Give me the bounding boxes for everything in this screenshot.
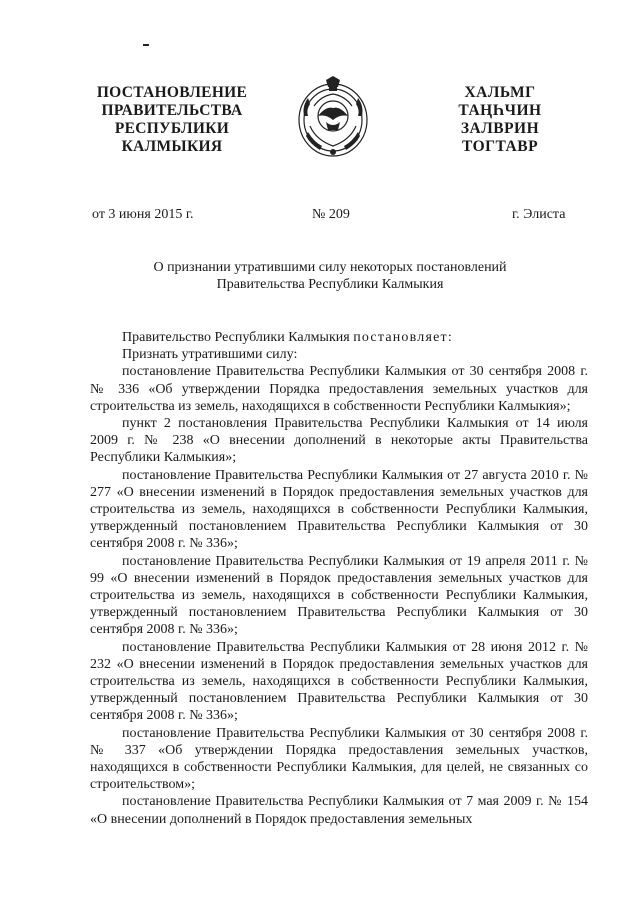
- header-russian-line: РЕСПУБЛИКИ: [114, 120, 230, 137]
- document-city: г. Элиста: [512, 207, 566, 222]
- document-body: [90, 329, 588, 828]
- header-kalmyk-line: ТАҢҺЧИН: [458, 102, 542, 119]
- header-russian-line: КАЛМЫКИЯ: [121, 138, 223, 155]
- body-paragraph: постановление Правительства Республики Калмыкия от 30 сентября 2008 г. № 337 «Об утверждении Порядка предоставления земельных участков, находящихся в собственности Республики Калмыкия, для целей, не связанных со строительством»;: [90, 725, 588, 793]
- document-title-line: Правительства Республики Калмыкия: [216, 277, 444, 292]
- header-russian-line: ПРАВИТЕЛЬСТВА: [101, 102, 243, 119]
- document-title-line: О признании утратившими силу некоторых постановлений: [153, 260, 507, 275]
- header-kalmyk-line: ЗАЛВРИН: [460, 120, 540, 137]
- body-paragraph: постановление Правительства Республики Калмыкия от 30 сентября 2008 г. № 336 «Об утверждении Порядка предоставления земельных участков для строительства из земель, находящихся в собственности Республики Калмыкия»;: [90, 364, 588, 414]
- header-russian-line: ПОСТАНОВЛЕНИЕ: [96, 84, 248, 101]
- intro-decree-word: постановляет:: [353, 330, 453, 345]
- body-paragraph: постановление Правительства Республики Калмыкия от 27 августа 2010 г. № 277 «О внесении изменений в Порядок предоставления земельных участков для строительства из земель, находящихся в собственности Республики Калмыкия, утвержденный постановлением Правительства Республики Калмыкия от 30 сентября 2008 г. № 336»;: [90, 467, 588, 552]
- scan-mark: [143, 44, 149, 46]
- body-paragraph: постановление Правительства Республики Калмыкия от 19 апреля 2011 г. № 99 «О внесении изменений в Порядок предоставления земельных участков для строительства из земель, находящихся в собственности Республики Калмыкия, утвержденный постановлением Правительства Республики Калмыкия от 30 сентября 2008 г. № 336»;: [90, 553, 588, 638]
- intro-paragraph: [90, 329, 588, 346]
- header-russian: [92, 84, 252, 156]
- header-kalmyk-line: ТОГТАВР: [461, 138, 539, 155]
- document-date: от 3 июня 2015 г.: [92, 207, 194, 222]
- document-title: [100, 259, 560, 293]
- header-kalmyk-line: ХАЛЬМГ: [464, 84, 536, 101]
- document-number: № 209: [312, 207, 350, 222]
- body-paragraph: постановление Правительства Республики Калмыкия от 28 июня 2012 г. № 232 «О внесении изменений в Порядок предоставления земельных участков для строительства из земель, находящихся в собственности Республики Калмыкия, утвержденный постановлением Правительства Республики Калмыкия от 30 сентября 2008 г. № 336»;: [90, 639, 588, 724]
- body-paragraph: постановление Правительства Республики Калмыкия от 7 мая 2009 г. № 154 «О внесении дополнений в Порядок предоставления земельных: [90, 794, 588, 827]
- body-paragraph: Признать утратившими силу:: [122, 347, 298, 363]
- coat-of-arms-icon: [296, 76, 370, 158]
- intro-subject: Правительство Республики Калмыкия: [122, 330, 350, 345]
- body-paragraph: пункт 2 постановления Правительства Республики Калмыкия от 14 июля 2009 г. № 238 «О внесении дополнений в некоторые акты Правительства Республики Калмыкия»;: [90, 416, 588, 466]
- header-kalmyk: [440, 84, 560, 156]
